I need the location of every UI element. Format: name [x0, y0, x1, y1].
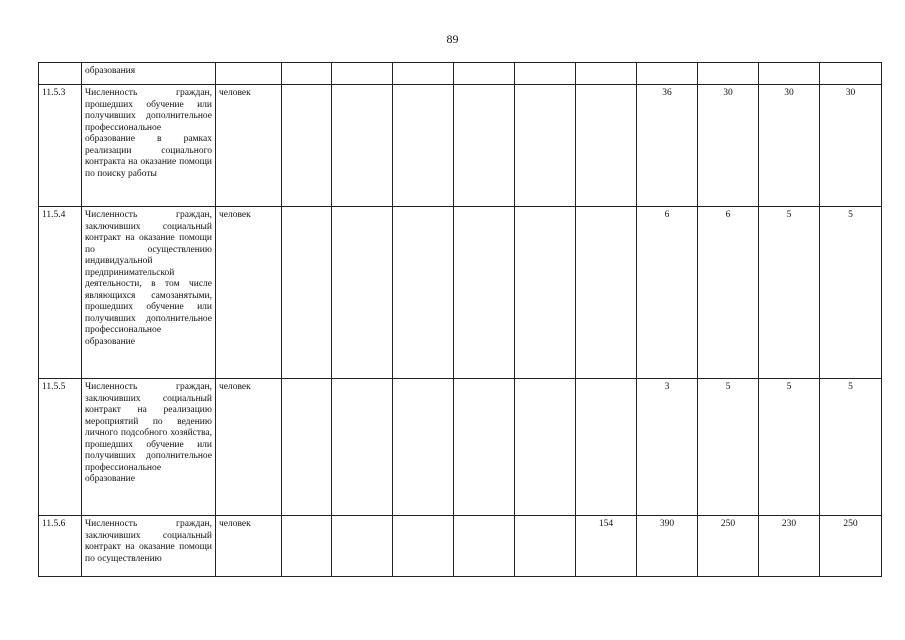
value-cell [454, 379, 515, 516]
row-unit: человек [216, 379, 282, 516]
value-cell: 5 [759, 379, 820, 516]
row-description: Численность граждан, заключивших социальный контракт на оказание помощи по осуществлению индивидуальной предпринимательской деятельности, в том числе являющихся самозанятыми, прошедших обучение или получивших дополнительное профессиональное образование [82, 207, 216, 379]
value-cell [282, 63, 332, 85]
value-cell [332, 207, 393, 379]
value-cell: 30 [759, 85, 820, 207]
value-cell [637, 63, 698, 85]
value-cell [515, 516, 576, 577]
table-row [39, 207, 882, 379]
row-unit [216, 63, 282, 85]
value-cell [515, 207, 576, 379]
value-cell [576, 63, 637, 85]
value-cell [393, 207, 454, 379]
row-description: образования [82, 63, 216, 85]
row-unit: человек [216, 207, 282, 379]
value-cell [515, 85, 576, 207]
value-cell [282, 85, 332, 207]
value-cell [576, 379, 637, 516]
page-number: 89 [446, 32, 459, 46]
value-cell: 5 [820, 207, 882, 379]
value-cell [332, 63, 393, 85]
table-row [39, 379, 882, 516]
row-description: Численность граждан, прошедших обучение или получивших дополнительное профессиональное образование в рамках реализации социального контракта на оказание помощи по поиску работы [82, 85, 216, 207]
value-cell [515, 379, 576, 516]
value-cell [454, 85, 515, 207]
value-cell: 250 [820, 516, 882, 577]
table-row [39, 85, 882, 207]
value-cell: 6 [698, 207, 759, 379]
row-unit: человек [216, 85, 282, 207]
value-cell: 3 [637, 379, 698, 516]
value-cell: 30 [820, 85, 882, 207]
table-row [39, 63, 882, 85]
value-cell [393, 516, 454, 577]
value-cell: 5 [820, 379, 882, 516]
row-code: 11.5.5 [39, 379, 82, 516]
value-cell [282, 516, 332, 577]
indicator-table [38, 62, 882, 577]
value-cell: 154 [576, 516, 637, 577]
value-cell [332, 379, 393, 516]
value-cell [515, 63, 576, 85]
value-cell [393, 63, 454, 85]
value-cell: 390 [637, 516, 698, 577]
value-cell: 6 [637, 207, 698, 379]
row-unit: человек [216, 516, 282, 577]
value-cell [820, 63, 882, 85]
row-description: Численность граждан, заключивших социальный контракт на реализацию мероприятий по ведению личного подсобного хозяйства, прошедших обучение или получивших дополнительное профессиональное образование [82, 379, 216, 516]
value-cell [576, 85, 637, 207]
value-cell: 5 [759, 207, 820, 379]
row-code: 11.5.3 [39, 85, 82, 207]
row-code [39, 63, 82, 85]
value-cell [332, 85, 393, 207]
row-code: 11.5.6 [39, 516, 82, 577]
value-cell [454, 516, 515, 577]
value-cell [576, 207, 637, 379]
value-cell [282, 379, 332, 516]
value-cell: 250 [698, 516, 759, 577]
value-cell: 5 [698, 379, 759, 516]
value-cell: 230 [759, 516, 820, 577]
value-cell: 36 [637, 85, 698, 207]
value-cell: 30 [698, 85, 759, 207]
table-row [39, 516, 882, 577]
value-cell [454, 63, 515, 85]
value-cell [332, 516, 393, 577]
value-cell [454, 207, 515, 379]
row-description: Численность граждан, заключивших социальный контракт на оказание помощи по осуществлению [82, 516, 216, 577]
value-cell [393, 85, 454, 207]
value-cell [698, 63, 759, 85]
value-cell [393, 379, 454, 516]
value-cell [759, 63, 820, 85]
value-cell [282, 207, 332, 379]
row-code: 11.5.4 [39, 207, 82, 379]
